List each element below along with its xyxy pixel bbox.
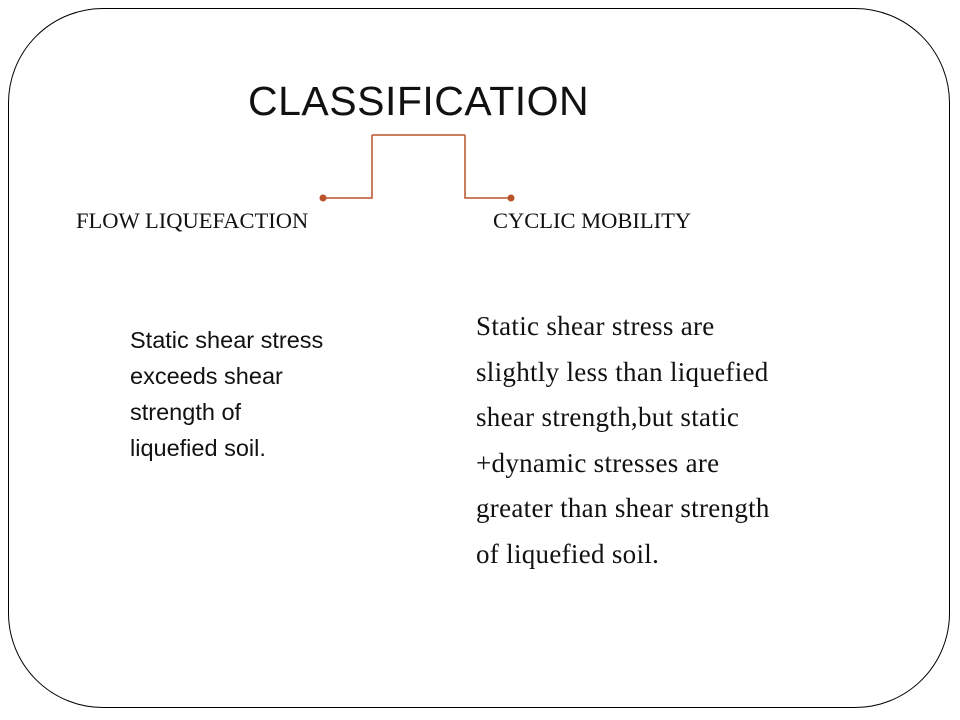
left-arrow-head [320, 195, 327, 202]
diagram-title: CLASSIFICATION [248, 78, 590, 124]
desc-right-line: +dynamic stresses are [476, 447, 720, 478]
connector-right-path [465, 135, 512, 198]
cyclic-mobility-label: CYCLIC MOBILITY [493, 208, 692, 233]
desc-right-line: greater than shear strength [476, 493, 770, 523]
desc-right-line: slightly less than liquefied [476, 356, 769, 387]
desc-right-line: of liquefied soil. [476, 538, 660, 569]
desc-right-line: shear strength,but static [476, 402, 740, 432]
desc-left-line: exceeds shear [130, 363, 283, 389]
flow-liquefaction-label: FLOW LIQUEFACTION [76, 208, 309, 233]
flow-liquefaction-description [130, 322, 400, 466]
right-arrow-head [508, 195, 515, 202]
desc-left-line: strength of [130, 399, 242, 425]
desc-left-line: Static shear stress [130, 327, 324, 353]
connector-left-path [322, 135, 372, 198]
desc-left-line: liquefied soil. [130, 435, 266, 461]
cyclic-mobility-description [476, 304, 856, 577]
desc-right-line: Static shear stress are [476, 311, 715, 341]
